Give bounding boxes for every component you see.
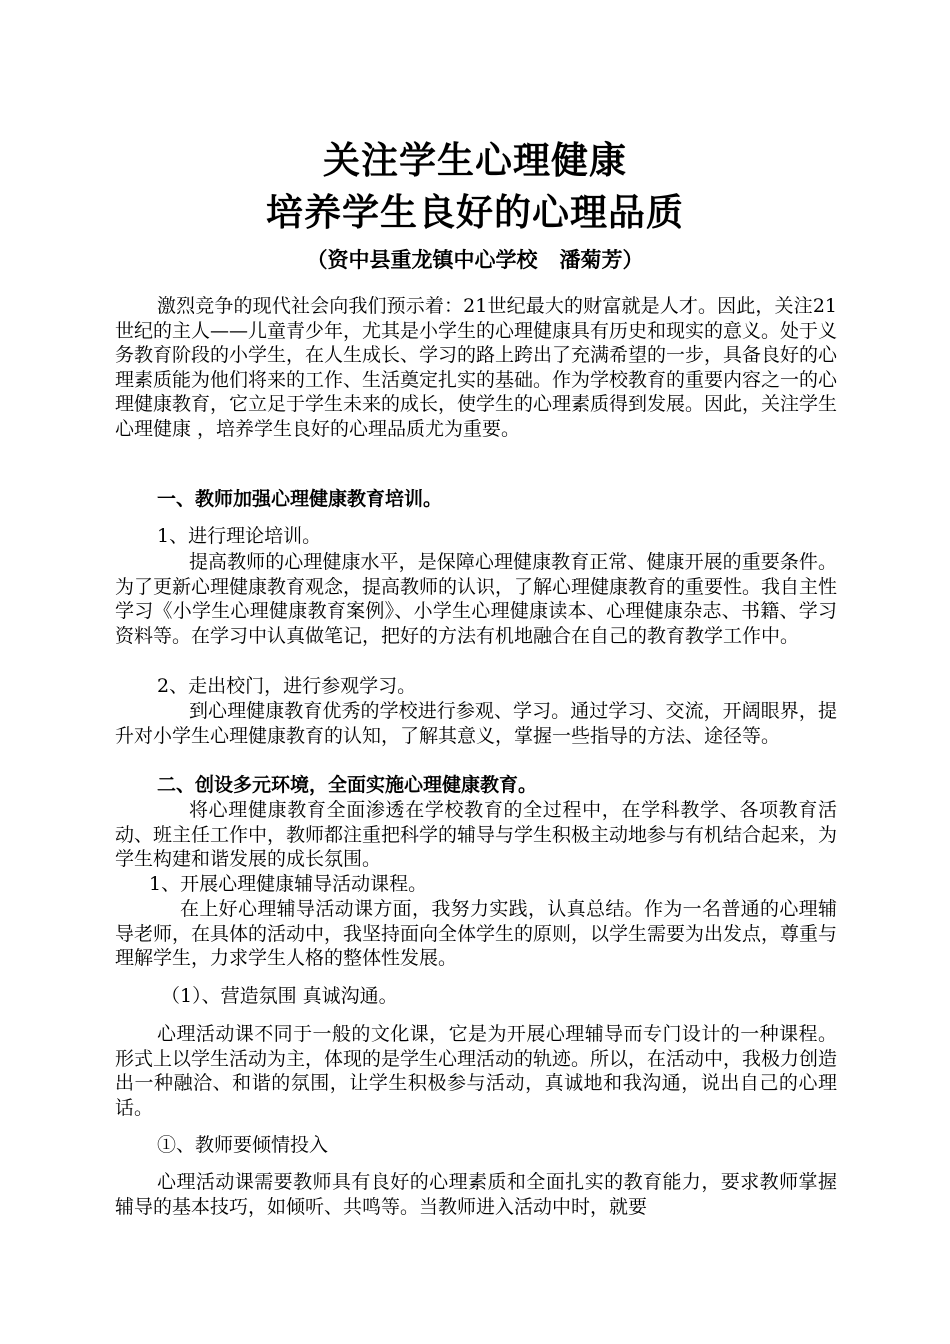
section2-heading: 二、创设多元环境，全面实施心理健康教育。: [157, 774, 538, 796]
s1-item1-heading: 1、进行理论培训。: [157, 525, 322, 547]
section1-heading: 一、教师加强心理健康教育培训。: [157, 488, 443, 510]
s2-item1-body: 在上好心理辅导活动课方面，我努力实践，认真总结。作为一名普通的心理辅导老师，在具体的活动中，我坚持面向全体学生的原则，以学生需要为出发点，尊重与理解学生，力求学生人格的整体性发展。: [115, 898, 838, 970]
s2-body: 将心理健康教育全面渗透在学校教育的全过程中，在学科教学、各项教育活动、班主任工作中，教师都注重把科学的辅导与学生积极主动地参与有机结合起来，为学生构建和谐发展的成长氛围。: [115, 799, 838, 871]
document-title-line2: 培养学生良好的心理品质: [266, 191, 684, 234]
s1-item1-body: 提高教师的心理健康水平，是保障心理健康教育正常、健康开展的重要条件。为了更新心理健康教育观念，提高教师的认识，了解心理健康教育的重要性。我自主性学习《小学生心理健康教育案例》、小学生心理健康读本、心理健康杂志、书籍、学习资料等。在学习中认真做笔记，把好的方法有机地融合在自己的教育教学工作中。: [115, 551, 838, 647]
s1-item2-heading: 2、走出校门，进行参观学习。: [157, 675, 417, 697]
intro-paragraph: 激烈竞争的现代社会向我们预示着：21世纪最大的财富就是人才。因此，关注21世纪的主人——儿童青少年，尤其是小学生的心理健康具有历史和现实的意义。处于义务教育阶段的小学生，在人生成长、学习的路上跨出了充满希望的一步，具备良好的心理素质能为他们将来的工作、生活奠定扎实的基础。作为学校教育的重要内容之一的心理健康教育，它立足于学生未来的成长，使学生的心理素质得到发展。因此，关注学生心理健康 ，培养学生良好的心理品质尤为重要。: [115, 295, 838, 440]
s2-sub1-heading: （1）、营造氛围 真诚沟通。: [161, 985, 398, 1007]
s2-item1-heading: 1、开展心理健康辅导活动课程。: [149, 873, 428, 895]
s1-item2-body: 到心理健康教育优秀的学校进行参观、学习。通过学习、交流，开阔眼界，提升对小学生心理健康教育的认知，了解其意义，掌握一些指导的方法、途径等。: [115, 700, 837, 747]
s2-sub1-point1-body: 心理活动课需要教师具有良好的心理素质和全面扎实的教育能力，要求教师掌握辅导的基本技巧，如倾听、共鸣等。当教师进入活动中时，就要: [115, 1171, 837, 1218]
s2-sub1-point1-heading: ①、教师要倾情投入: [157, 1134, 329, 1156]
author-line: （资中县重龙镇中心学校 潘菊芳）: [306, 248, 644, 272]
document-title-line1: 关注学生心理健康: [323, 139, 627, 182]
s2-sub1-body: 心理活动课不同于一般的文化课，它是为开展心理辅导而专门设计的一种课程。形式上以学生活动为主，体现的是学生心理活动的轨迹。所以，在活动中，我极力创造出一种融洽、和谐的氛围，让学生积极参与活动，真诚地和我沟通，说出自己的心理话。: [115, 1023, 838, 1119]
